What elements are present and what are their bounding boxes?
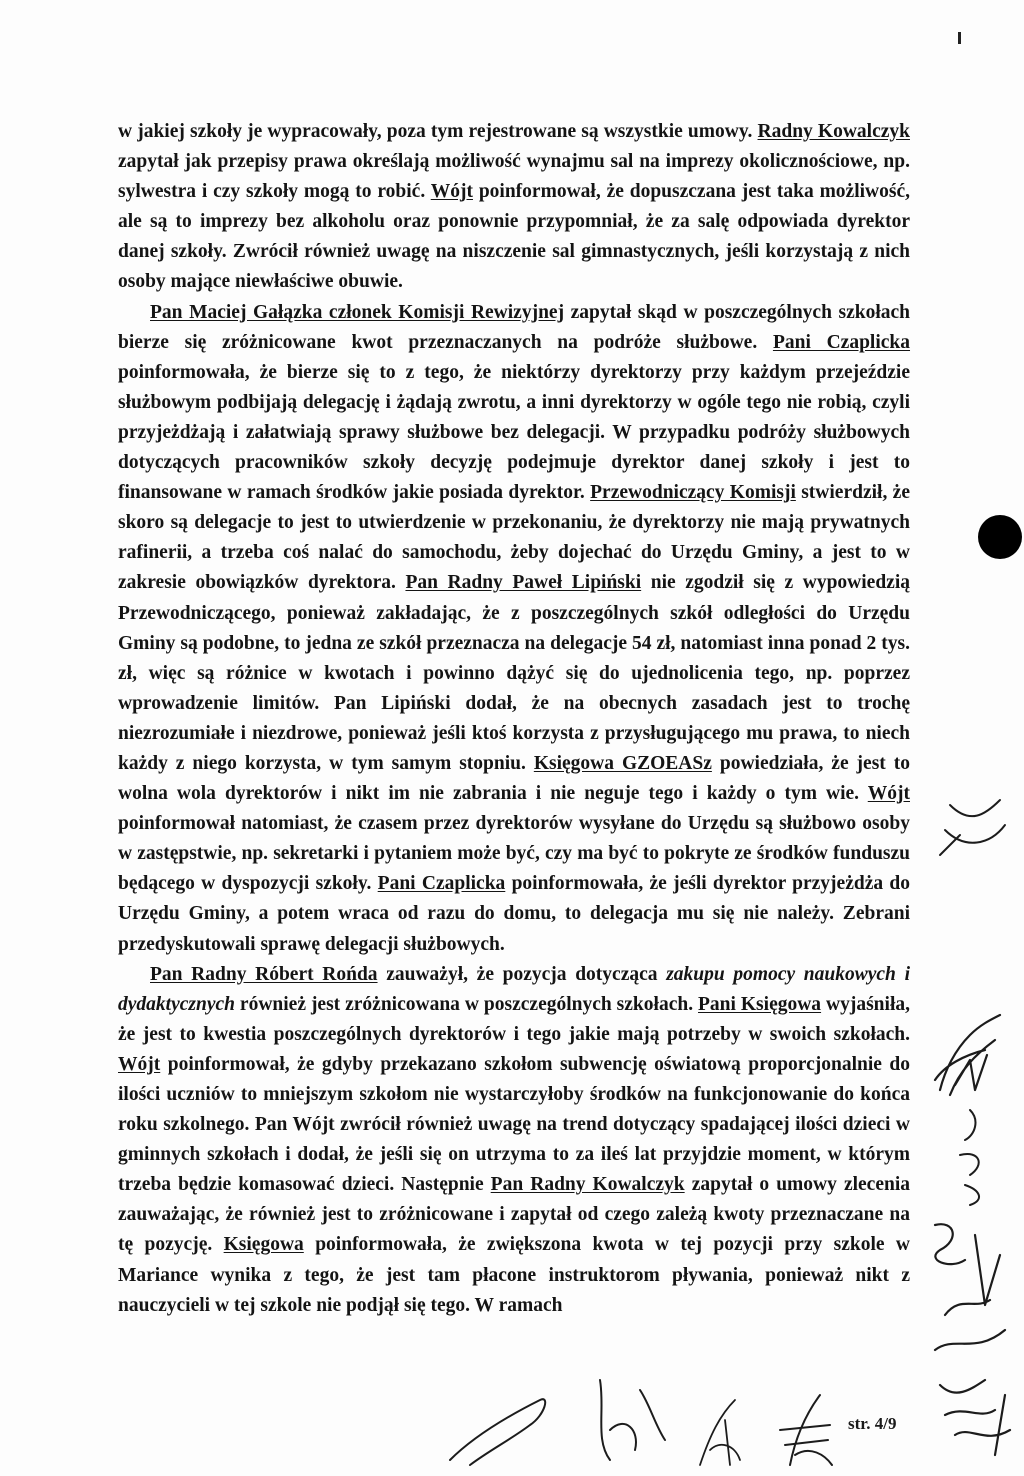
speaker-name: Wójt xyxy=(867,783,910,805)
speaker-name: Wójt xyxy=(430,181,473,203)
text-run: poinformował, że dopuszczana jest taka możliwość, ale są to imprezy bez alkoholu oraz ponownie przypomniał, że za salę odpowiada dyrektor danej szkoły. Zwrócił również uwagę na niszczenie sal gimnastycznych, jeśli korzystają z nich osoby mające niewłaściwe obuwie. xyxy=(118,181,910,293)
margin-signature-2 xyxy=(925,1010,1015,1100)
paragraph xyxy=(118,298,910,960)
text-run: stwierdził, że skoro są delegacje to jest to utwierdzenie w przekonaniu, że dyrektorzy nie mają prywatnych rafinerii, a trzeba coś nalać do samochodu, żeby dojechać do Urzędu Gminy, a jest to w zakresie obowiązków dyrektora. xyxy=(118,482,910,594)
text-run: poinformowała, że jeśli dyrektor przyjeżdża do Urzędu Gminy, a potem wraca od razu do domu, to delegacja mu się nie należy. Zebrani przedyskutowali sprawę delegacji służbowych. xyxy=(118,873,910,955)
speaker-name: Księgowa GZOEASz xyxy=(533,752,712,774)
margin-signature-1 xyxy=(930,795,1010,865)
text-run: zauważył, że pozycja dotycząca xyxy=(377,963,667,985)
text-run: zapytał jak przepisy prawa określają możliwość wynajmu sal na imprezy okolicznościowe, np. sylwestra i czy szkoły mogą to robić. xyxy=(118,151,910,203)
speaker-name: Pani Czaplicka xyxy=(377,873,506,895)
speaker-name: Wójt xyxy=(118,1053,161,1075)
paragraph xyxy=(118,117,910,298)
text-run: poinformował natomiast, że czasem przez dyrektorów wysyłane do Urzędu są służbowo osoby w zastępstwie, np. sekretarki i pytaniem może być, czy ma być to pokryte ze środków funduszu będącego w dyspozycji szkoły. xyxy=(118,813,910,895)
punch-hole-mark xyxy=(978,515,1022,559)
text-run: poinformował, że gdyby przekazano szkołom subwencję oświatową proporcjonalnie do ilości uczniów to mniejszym szkołom nie wystarczyłoby środków na funkcjonowanie do końca roku szkolnego. Pan Wójt zwrócił również uwagę na trend dotyczący spadającej ilości dzieci w gminnych szkołach i dodał, że jeśli się on utrzyma to za ileś lat przyjdzie moment, w którym trzeba będzie komasować dzieci. Następnie xyxy=(118,1053,910,1196)
margin-signature-4 xyxy=(915,1215,1015,1365)
scan-speck xyxy=(958,32,961,44)
speaker-name: Pan Radny Kowalczyk xyxy=(490,1174,685,1196)
text-run: poinformowała, że bierze się to z tego, że niektórzy dyrektorzy przy każdym przejeździe służbowym podbijają delegację i żądają zwrotu, a inni dyrektorzy w ogóle tego nie robią, czyli przyjeżdżają i załatwiają sprawy służbowe bez delegacji. W przypadku podróży służbowych dotyczących pracowników szkoły decyzję podejmuje dyrektor danej szkoły i jest to finansowane w ramach środków jakie posiada dyrektor. xyxy=(118,361,910,504)
margin-signature-3 xyxy=(950,1100,1010,1210)
margin-signature-5 xyxy=(925,1375,1020,1465)
speaker-name: Pan Maciej Gałązka członek Komisji Rewizyjnej xyxy=(150,301,565,323)
document-body xyxy=(118,117,910,1321)
speaker-name: Pan Radny Róbert Rońda xyxy=(150,963,378,985)
page-number: str. 4/9 xyxy=(848,1414,897,1433)
speaker-name: Księgowa xyxy=(223,1234,304,1256)
speaker-name: Pani Czaplicka xyxy=(772,331,911,353)
speaker-name: Pani Księgowa xyxy=(698,993,822,1015)
speaker-name: Radny Kowalczyk xyxy=(757,121,910,142)
speaker-name: Pan Radny Paweł Lipiński xyxy=(405,572,642,594)
bottom-signature-2 xyxy=(580,1370,670,1470)
emphasized-text: zakupu pomocy naukowych i dydaktycznych xyxy=(118,963,910,1015)
text-run: nie zgodził się z wypowiedzią Przewodniczącego, ponieważ zakładając, że z poszczególnych szkół odległości do Urzędu Gminy są podobne, to jedna ze szkół przeznacza na delegacje 54 zł, natomiast inna ponad 2 tys. zł, więc są różnice w kwotach i powinno dążyć się do ujednolicenia tego, np. poprzez wprowadzenie limitów. Pan Lipiński dodał, że na obecnych zasadach jest to trochę niezrozumiałe i niezdrowe, ponieważ jeśli ktoś korzysta z przysługującego mu prawa, to niech każdy z niego korzysta, w tym samym stopniu. xyxy=(118,572,911,774)
text-run: w jakiej szkoły je wypracowały, poza tym rejestrowane są wszystkie umowy. xyxy=(118,121,758,142)
text-run: poinformowała, że zwiększona kwota w tej pozycji przy szkole w Mariance wynika z tego, że jest tam płacone instruktorom pływania, ponieważ nikt z nauczycieli w tej szkole nie podjął się tego. W ramach xyxy=(118,1234,911,1316)
bottom-signature-3 xyxy=(690,1395,750,1470)
bottom-signature-4 xyxy=(770,1385,840,1470)
text-run: zapytał skąd w poszczególnych szkołach bierze się zróżnicowane kwot przeznaczanych na podróże służbowe. xyxy=(118,301,910,353)
text-run: również jest zróżnicowana w poszczególnych szkołach. xyxy=(234,993,699,1015)
speaker-name: Przewodniczący Komisji xyxy=(590,482,796,504)
text-run: zapytał o umowy zlecenia zauważając, że również jest to zróżnicowane i zapytał od czego zależą kwoty przeznaczane na tę pozycję. xyxy=(118,1174,910,1256)
text-run: wyjaśniła, że jest to kwestia poszczególnych dyrektorów i tego jakie mają potrzeby w swoich szkołach. xyxy=(118,993,910,1045)
text-run: powiedziała, że jest to wolna wola dyrektorów i nikt im nie zabrania i nie neguje tego i każdy o tym wie. xyxy=(118,752,911,805)
bottom-signature-1 xyxy=(440,1380,560,1470)
paragraph xyxy=(118,960,910,1321)
